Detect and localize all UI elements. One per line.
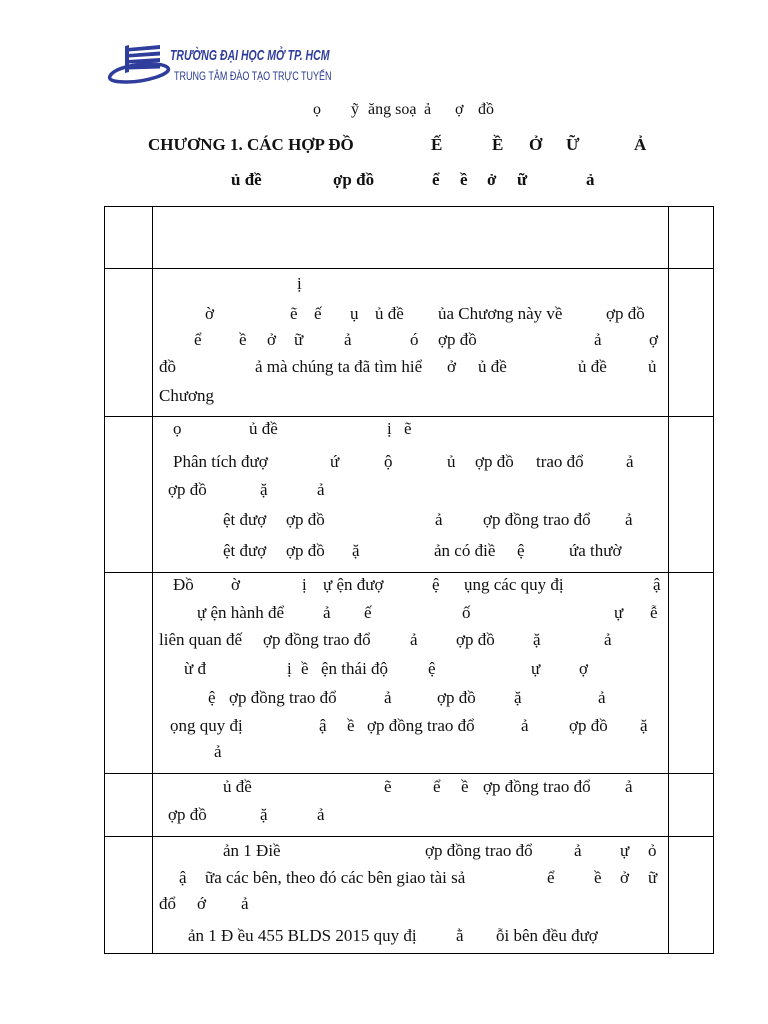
text-fragment: ờ <box>231 575 240 594</box>
text-fragment: ệ <box>208 688 216 707</box>
title-fragment: ăng soạ <box>368 101 417 118</box>
text-fragment: ặ <box>640 716 648 735</box>
text-fragment: ả <box>594 330 602 349</box>
text-line <box>153 452 668 472</box>
notes-cell <box>669 774 714 837</box>
text-fragment: đổ <box>159 894 176 913</box>
text-fragment: ề <box>347 716 355 735</box>
title-fragment: ỹ <box>351 101 359 118</box>
text-fragment: Chương <box>159 386 215 405</box>
text-fragment: ả <box>344 330 352 349</box>
text-line <box>153 541 668 561</box>
text-fragment: ề <box>594 868 602 887</box>
text-fragment: ủ đề <box>478 357 507 376</box>
text-line <box>153 510 668 530</box>
text-fragment: ợp đồ <box>437 688 476 707</box>
text-fragment: ọ <box>173 419 182 438</box>
text-fragment: ợp đồ <box>569 716 608 735</box>
text-fragment: ợp đồ <box>438 330 477 349</box>
text-fragment: ở <box>267 330 276 349</box>
text-fragment: ẽ <box>384 777 392 796</box>
topic-title-fragment: ợp đồ <box>333 170 375 189</box>
text-fragment: ợ <box>649 330 658 349</box>
content-cell <box>153 269 669 417</box>
text-fragment: trao đổ <box>536 452 584 471</box>
text-fragment: ị <box>387 419 392 438</box>
text-fragment: ố <box>462 603 471 622</box>
text-fragment: ệ <box>432 575 440 594</box>
text-fragment: ệt đượ <box>223 510 267 529</box>
chapter-title-fragment: CHƯƠNG 1. CÁC HỢP ĐỒ <box>148 135 354 154</box>
text-fragment: ự <box>531 659 541 678</box>
text-fragment: ả <box>435 510 443 529</box>
text-fragment: ả <box>598 688 606 707</box>
text-line <box>153 716 668 736</box>
text-fragment: ệ <box>517 541 525 560</box>
text-fragment: ủ đề <box>375 304 404 323</box>
text-fragment: ậ <box>179 868 187 887</box>
text-fragment: ữ <box>648 868 658 887</box>
notes-cell <box>669 269 714 417</box>
text-fragment: ữa các bên, theo đó các bên giao tài sả <box>205 868 466 887</box>
text-fragment: liên quan đế <box>159 630 243 649</box>
text-fragment: ện thái độ <box>321 659 389 678</box>
text-fragment: ậ <box>319 716 327 735</box>
text-fragment: ản 1 Đ ều 455 BLDS 2015 quy đị <box>188 926 417 945</box>
text-fragment: ả <box>626 452 634 471</box>
text-fragment: ứ <box>330 452 340 471</box>
text-fragment: ự ện hành để <box>197 603 285 622</box>
text-fragment: ậ <box>653 575 661 594</box>
text-line <box>153 630 668 650</box>
text-fragment: ặ <box>260 480 268 499</box>
topic-title <box>0 170 768 190</box>
text-fragment: ề <box>239 330 247 349</box>
text-fragment: ả <box>241 894 249 913</box>
text-fragment: ợp đồng trao đổ <box>483 510 591 529</box>
text-fragment: ủa Chương này về <box>438 304 563 323</box>
title-line-1 <box>0 100 768 120</box>
text-fragment: Phân tích đượ <box>173 452 268 471</box>
topic-title-fragment: ể <box>432 170 440 189</box>
text-fragment: ả <box>214 742 222 761</box>
index-cell <box>105 207 153 269</box>
text-line <box>153 386 668 406</box>
table-row <box>105 269 714 417</box>
topic-title-fragment: ở <box>487 170 497 189</box>
table-row <box>105 573 714 774</box>
text-fragment: ả mà chúng ta đã tìm hiể <box>255 357 423 376</box>
text-fragment: ỗi bên đều đượ <box>496 926 598 945</box>
text-fragment: ả <box>323 603 331 622</box>
content-cell <box>153 774 669 837</box>
text-fragment: ệ <box>428 659 436 678</box>
text-fragment: ả <box>317 805 325 824</box>
text-fragment: ự <box>620 841 630 860</box>
document-table <box>104 206 714 954</box>
text-fragment: ẽ <box>404 419 412 438</box>
text-fragment: ợp đồng trao đổ <box>425 841 533 860</box>
text-fragment: ờ <box>205 304 214 323</box>
logo-center-name: TRUNG TÂM ĐÀO TẠO TRỰC TUYẾN <box>174 69 332 83</box>
text-line <box>153 894 668 914</box>
text-fragment: ụng các quy đị <box>464 575 564 594</box>
text-fragment: ả <box>384 688 392 707</box>
title-fragment: ọ <box>313 101 321 118</box>
text-line <box>153 688 668 708</box>
text-fragment: ề <box>461 777 469 796</box>
chapter-title-fragment: Ữ <box>566 135 580 154</box>
text-fragment: ả <box>521 716 529 735</box>
text-fragment: ả <box>410 630 418 649</box>
text-fragment: ủ <box>648 357 657 376</box>
notes-cell <box>669 417 714 573</box>
chapter-title-fragment: Ề <box>492 135 504 154</box>
text-line <box>153 841 668 861</box>
index-cell <box>105 573 153 774</box>
text-fragment: ớ <box>197 894 206 913</box>
text-fragment: ản có điề <box>434 541 496 560</box>
text-line <box>153 419 668 439</box>
table-row <box>105 417 714 573</box>
text-fragment: ị <box>302 575 307 594</box>
text-line <box>153 659 668 679</box>
content-cell <box>153 207 669 269</box>
chapter-title-fragment: Ở <box>529 135 543 154</box>
text-line <box>153 330 668 350</box>
text-fragment: ẽ <box>290 304 298 323</box>
text-line <box>153 868 668 888</box>
text-line <box>153 805 668 825</box>
text-fragment: ặ <box>352 541 360 560</box>
text-fragment: ệt đượ <box>223 541 267 560</box>
text-fragment: ộ <box>384 452 393 471</box>
text-fragment: ể <box>194 330 202 349</box>
text-fragment: ặ <box>533 630 541 649</box>
text-fragment: ề <box>301 659 309 678</box>
text-line <box>153 357 668 377</box>
text-fragment: ị <box>287 659 292 678</box>
text-fragment: đồ <box>159 357 176 376</box>
chapter-title <box>0 135 768 155</box>
text-fragment: ả <box>604 630 612 649</box>
text-fragment: ả <box>574 841 582 860</box>
text-fragment: ằ <box>456 926 464 945</box>
text-fragment: ế <box>364 603 372 622</box>
text-fragment: ự <box>614 603 624 622</box>
text-fragment: ợp đồng trao đổ <box>263 630 371 649</box>
text-fragment: ợ <box>579 659 588 678</box>
topic-title-fragment: ả <box>586 170 595 189</box>
text-fragment: ủ đề <box>223 777 252 796</box>
text-fragment: ủ đề <box>249 419 278 438</box>
text-fragment: ở <box>620 868 629 887</box>
text-fragment: ự ện đượ <box>323 575 384 594</box>
text-fragment: ản 1 Điề <box>223 841 281 860</box>
text-fragment: ặ <box>260 805 268 824</box>
text-fragment: ể <box>547 868 555 887</box>
text-fragment: ợp đồng trao đổ <box>229 688 337 707</box>
topic-title-fragment: ủ đề <box>231 170 262 189</box>
content-cell <box>153 417 669 573</box>
text-fragment: ợp đồ <box>456 630 495 649</box>
text-line <box>153 926 668 946</box>
topic-title-fragment: ề <box>460 170 468 189</box>
text-fragment: ễ <box>650 603 658 622</box>
table-row <box>105 207 714 269</box>
text-line <box>153 274 668 294</box>
text-fragment: ị <box>297 274 302 293</box>
text-fragment: ợp đồ <box>606 304 645 323</box>
title-fragment: ả <box>424 101 432 118</box>
text-fragment: ả <box>317 480 325 499</box>
text-fragment: ợp đồ <box>286 541 325 560</box>
notes-cell <box>669 573 714 774</box>
text-fragment: ợp đồ <box>168 480 207 499</box>
text-fragment: ặ <box>514 688 522 707</box>
text-fragment: ỏ <box>648 841 657 860</box>
logo-university-name: TRƯỜNG ĐẠI HỌC MỞ TP. HCM <box>170 47 330 64</box>
topic-title-fragment: ữ <box>517 170 528 189</box>
book-orbit-icon <box>106 42 172 88</box>
text-fragment: ế <box>314 304 322 323</box>
text-fragment: ủ đề <box>578 357 607 376</box>
text-fragment: ọng quy đị <box>170 716 243 735</box>
text-fragment: ợp đồ <box>475 452 514 471</box>
table-row <box>105 837 714 954</box>
index-cell <box>105 837 153 954</box>
text-line <box>153 480 668 500</box>
text-line <box>153 304 668 324</box>
text-fragment: ở <box>447 357 456 376</box>
notes-cell <box>669 207 714 269</box>
text-line <box>153 777 668 797</box>
text-fragment: ụ <box>350 304 359 323</box>
text-fragment: ủ <box>447 452 456 471</box>
text-line <box>153 742 668 762</box>
text-fragment: ứa thườ <box>569 541 622 560</box>
text-line <box>153 575 668 595</box>
text-fragment: Đồ <box>173 575 194 594</box>
text-fragment: ợp đồng trao đổ <box>367 716 475 735</box>
index-cell <box>105 417 153 573</box>
text-fragment: ợp đồng trao đổ <box>483 777 591 796</box>
table-row <box>105 774 714 837</box>
text-fragment: ả <box>625 510 633 529</box>
text-line <box>153 603 668 623</box>
content-cell <box>153 837 669 954</box>
text-fragment: ữ <box>294 330 304 349</box>
title-fragment: đồ <box>478 101 494 118</box>
text-fragment: ể <box>433 777 441 796</box>
notes-cell <box>669 837 714 954</box>
text-fragment: ợp đồ <box>168 805 207 824</box>
text-fragment: ợp đồ <box>286 510 325 529</box>
index-cell <box>105 774 153 837</box>
chapter-title-fragment: Ả <box>634 135 647 154</box>
university-logo <box>106 40 336 90</box>
text-fragment: ó <box>410 330 419 349</box>
chapter-title-fragment: Ế <box>431 135 443 154</box>
title-fragment: ợ <box>455 101 464 118</box>
text-fragment: ả <box>625 777 633 796</box>
index-cell <box>105 269 153 417</box>
content-cell <box>153 573 669 774</box>
text-fragment: ừ đ <box>184 659 206 678</box>
